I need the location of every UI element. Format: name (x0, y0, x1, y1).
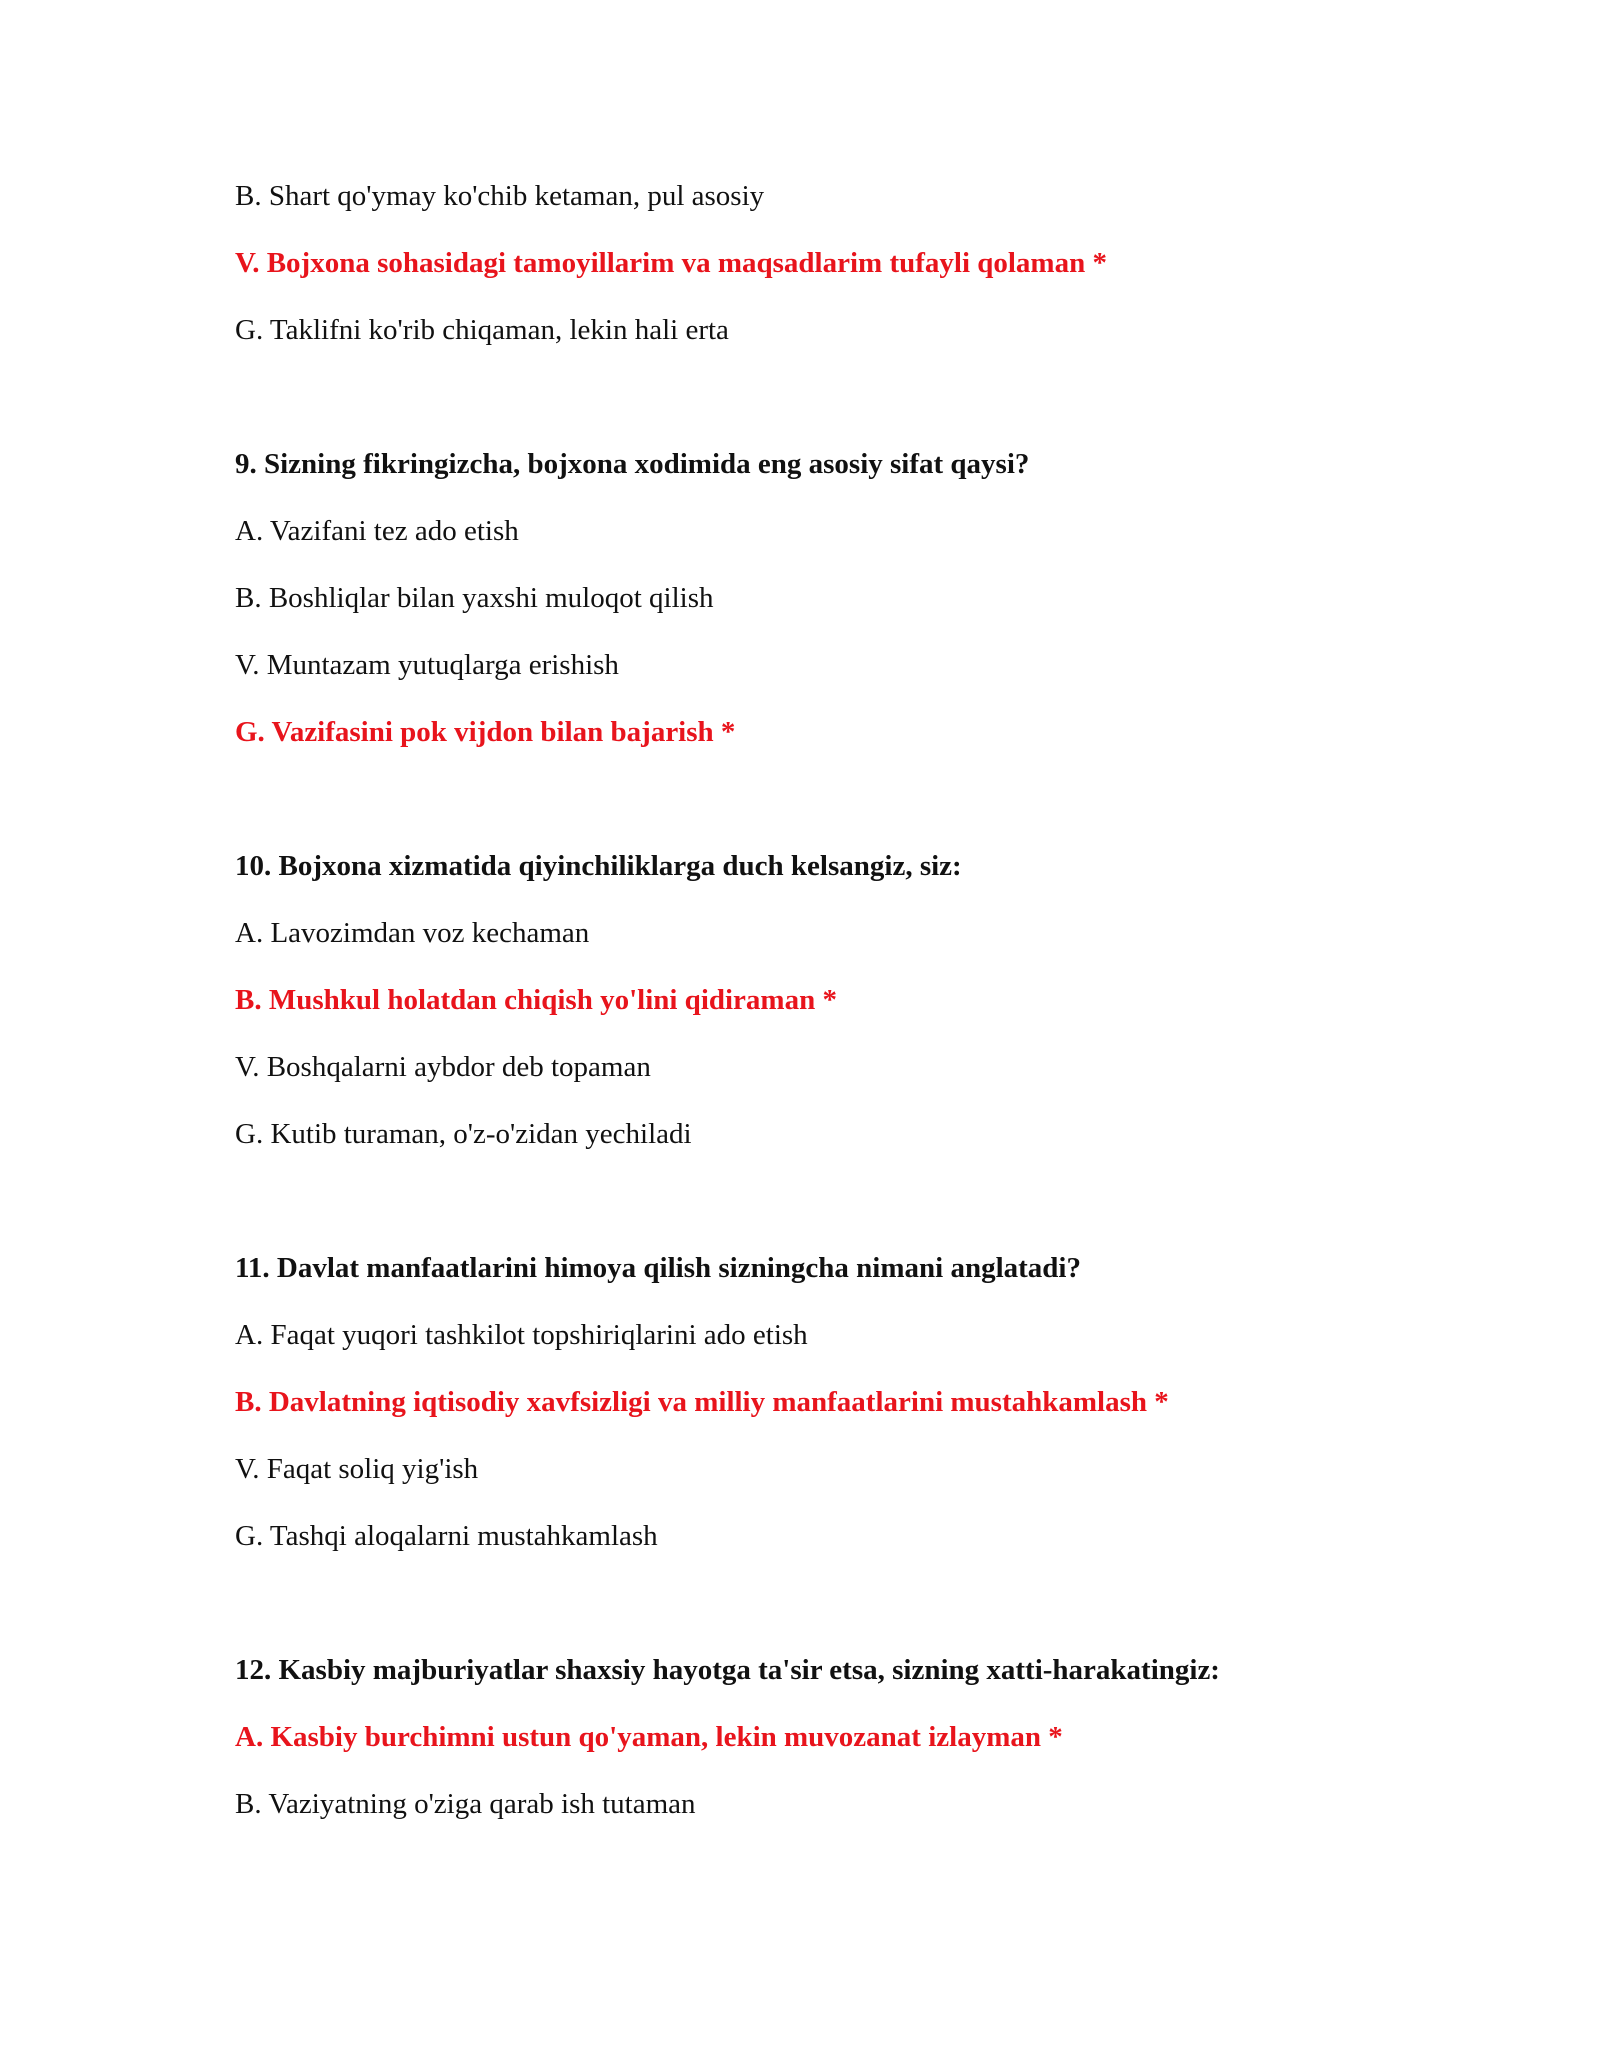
quiz-content (235, 176, 1435, 1851)
question-block-9 (235, 444, 1435, 752)
question-block-8 (235, 176, 1435, 350)
answer-option-12b: B. Vaziyatning o'ziga qarab ish tutaman (235, 1788, 696, 1820)
question-11-title: 11. Davlat manfaatlarini himoya qilish sizningcha nimani anglatadi? (235, 1252, 1081, 1284)
question-block-11 (235, 1248, 1435, 1556)
answer-option-8g: G. Taklifni ko'rib chiqaman, lekin hali erta (235, 314, 729, 346)
question-9-title: 9. Sizning fikringizcha, bojxona xodimida eng asosiy sifat qaysi? (235, 448, 1030, 480)
question-block-10 (235, 846, 1435, 1154)
answer-option-10a: A. Lavozimdan voz kechaman (235, 917, 590, 949)
answer-option-11v: V. Faqat soliq yig'ish (235, 1453, 479, 1485)
answer-option-11g: G. Tashqi aloqalarni mustahkamlash (235, 1520, 658, 1552)
answer-option-11b-correct: B. Davlatning iqtisodiy xavfsizligi va milliy manfaatlarini mustahkamlash * (235, 1386, 1169, 1418)
answer-option-8b: B. Shart qo'ymay ko'chib ketaman, pul asosiy (235, 180, 765, 212)
question-12-title: 12. Kasbiy majburiyatlar shaxsiy hayotga ta'sir etsa, sizning xatti-harakatingiz: (235, 1654, 1220, 1686)
answer-option-8v-correct: V. Bojxona sohasidagi tamoyillarim va maqsadlarim tufayli qolaman * (235, 247, 1107, 279)
answer-option-10g: G. Kutib turaman, o'z-o'zidan yechiladi (235, 1118, 692, 1150)
answer-option-9b: B. Boshliqlar bilan yaxshi muloqot qilish (235, 582, 714, 614)
answer-option-10b-correct: B. Mushkul holatdan chiqish yo'lini qidiraman * (235, 984, 837, 1016)
question-10-title: 10. Bojxona xizmatida qiyinchiliklarga duch kelsangiz, siz: (235, 850, 962, 882)
answer-option-11a: A. Faqat yuqori tashkilot topshiriqlarini ado etish (235, 1319, 808, 1351)
answer-option-9g-correct: G. Vazifasini pok vijdon bilan bajarish * (235, 716, 736, 748)
answer-option-12a-correct: A. Kasbiy burchimni ustun qo'yaman, lekin muvozanat izlayman * (235, 1721, 1063, 1753)
answer-option-9v: V. Muntazam yutuqlarga erishish (235, 649, 619, 681)
question-block-12 (235, 1650, 1435, 1824)
answer-option-9a: A. Vazifani tez ado etish (235, 515, 519, 547)
answer-option-10v: V. Boshqalarni aybdor deb topaman (235, 1051, 651, 1083)
